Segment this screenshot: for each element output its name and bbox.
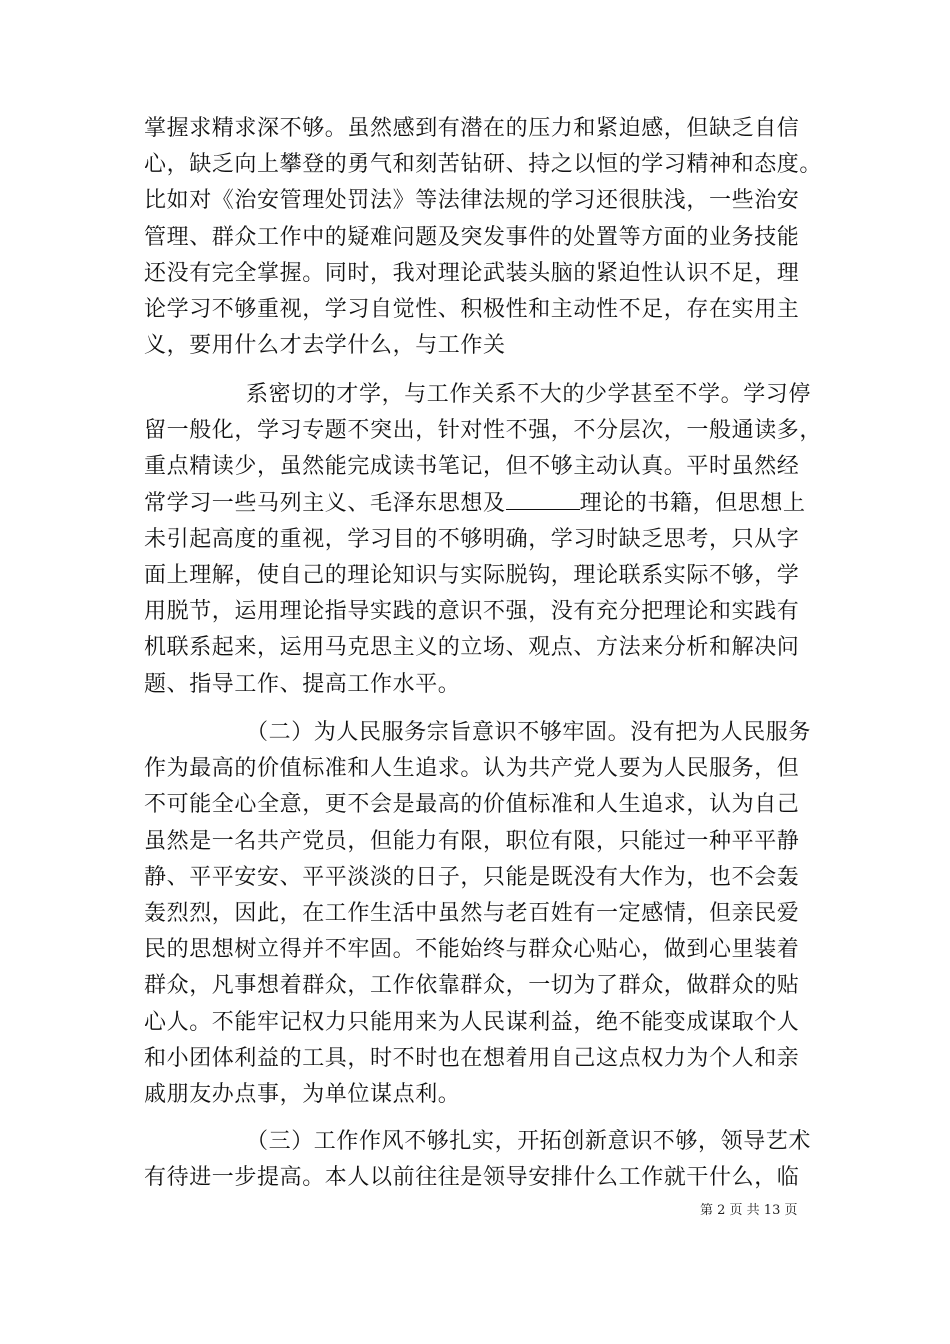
text-line: 留一般化，学习专题不突出，针对性不强，不分层次，一般通读多，	[144, 418, 823, 444]
fill-in-blank	[506, 491, 580, 510]
text-line: 掌握求精求深不够。虽然感到有潜在的压力和紧迫感，但缺乏自信	[144, 116, 800, 141]
text-line: 面上理解，使自己的理论知识与实际脱钩，理论联系实际不够，学	[144, 563, 800, 589]
paragraph-3	[144, 715, 812, 1113]
text-line: 还没有完全掌握。同时，我对理论武装头脑的紧迫性认识不足，理	[144, 260, 800, 286]
text-line: 虽然是一名共产党员，但能力有限，职位有限，只能过一种平平静	[144, 828, 800, 854]
text-line: 和小团体利益的工具，时不时也在想着用自己这点权力为个人和亲	[144, 1045, 800, 1071]
text-line: 心，缺乏向上攀登的勇气和刻苦钻研、持之以恒的学习精神和态度。	[144, 152, 823, 178]
text-line: 戚朋友办点事，为单位谋点利。	[144, 1082, 461, 1108]
text-line: 未引起高度的重视，学习目的不够明确，学习时缺乏思考，只从字	[144, 526, 800, 552]
text-line: 民的思想树立得并不牢固。不能始终与群众心贴心，做到心里装着	[144, 937, 800, 963]
text-line: 义，要用什么才去学什么，与工作关	[144, 333, 506, 359]
text-line: 有待进一步提高。本人以前往往是领导安排什么工作就干什么，临	[144, 1165, 800, 1191]
text-line: 作为最高的价值标准和人生追求。认为共产党人要为人民服务，但	[144, 756, 800, 782]
paragraph-1	[144, 111, 823, 364]
page-number-footer: 第 2 页 共 13 页	[700, 1203, 798, 1218]
text-line: 群众，凡事想着群众，工作依靠群众，一切为了群众，做群众的贴	[144, 973, 800, 999]
text-line: 不可能全心全意，更不会是最高的价值标准和人生追求，认为自己	[144, 792, 800, 818]
text-line: 心人。不能牢记权力只能用来为人民谋利益，绝不能变成谋取个人	[144, 1009, 800, 1035]
section-heading-line: （二）为人民服务宗旨意识不够牢固。没有把为人民服务	[246, 720, 812, 745]
text-line: 机联系起来，运用马克思主义的立场、观点、方法来分析和解决问	[144, 635, 800, 661]
text-before-blank: 常学习一些马列主义、毛泽东思想及	[144, 490, 506, 516]
text-line: 重点精读少，虽然能完成读书笔记，但不够主动认真。平时虽然经	[144, 454, 800, 480]
text-line: 系密切的才学，与工作关系不大的少学甚至不学。学习停	[246, 382, 812, 407]
text-line: 静、平平安安、平平淡淡的日子，只能是既没有大作为，也不会轰	[144, 864, 800, 890]
text-line: 轰烈烈，因此，在工作生活中虽然与老百姓有一定感情，但亲民爱	[144, 901, 800, 927]
text-line: 比如对《治安管理处罚法》等法律法规的学习还很肤浅，一些治安	[144, 188, 800, 214]
text-line: 用脱节，运用理论指导实践的意识不强，没有充分把理论和实践有	[144, 599, 800, 625]
text-line: 论学习不够重视，学习自觉性、积极性和主动性不足，存在实用主	[144, 297, 800, 323]
paragraph-2	[144, 377, 823, 703]
paragraph-4	[144, 1124, 812, 1196]
text-line-with-blank	[144, 486, 807, 522]
text-after-blank: 理论的书籍，但思想上	[579, 490, 806, 516]
text-line: 管理、群众工作中的疑难问题及突发事件的处置等方面的业务技能	[144, 224, 800, 250]
section-heading-line: （三）工作作风不够扎实，开拓创新意识不够，领导艺术	[246, 1129, 812, 1154]
text-line: 题、指导工作、提高工作水平。	[144, 671, 461, 697]
